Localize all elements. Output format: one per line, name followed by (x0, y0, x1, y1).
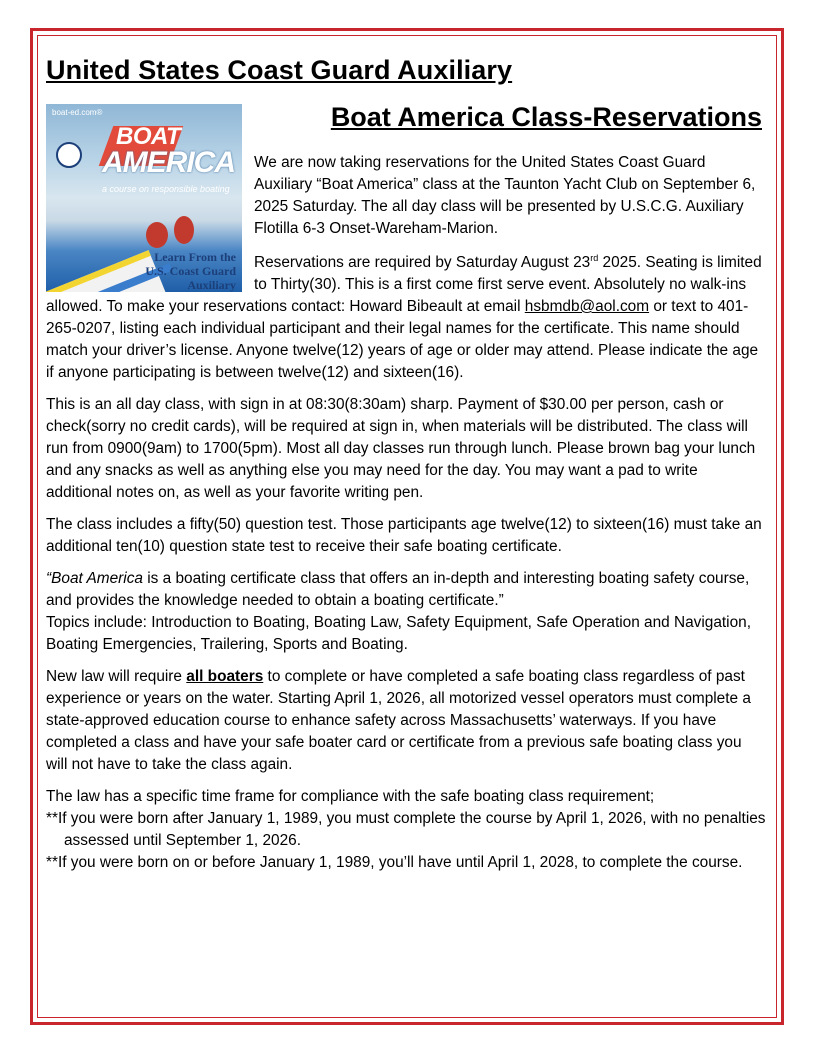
open-quote: “ (46, 570, 52, 587)
main-title: United States Coast Guard Auxiliary (46, 55, 513, 85)
cover-learn-line-1: Learn From the (154, 250, 236, 264)
paragraph-intro: We are now taking reservations for the United States Coast Guard Auxiliary “Boat America” class at the Taunton Yacht Club on September 6, 2025 Saturday. The all day class will be presented by U.S.C.G. Auxiliary Flotilla 6-3 Onset-Wareham-Marion. (254, 154, 756, 237)
cover-learn-text (145, 250, 236, 292)
paragraph-test-info: The class includes a fifty(50) question test. Those participants age twelve(12) to sixteen(16) must take an additional ten(10) question state test to receive their safe boating certificate. (46, 516, 762, 555)
sub-title: Boat America Class-Reservations (330, 102, 762, 132)
boater-figure-2 (174, 216, 194, 244)
topics-text: Topics include: Introduction to Boating, Boating Law, Safety Equipment, Safe Operation and Navigation, Boating Emergencies, Trailering, Sports and Boating. (46, 614, 751, 653)
reservation-text-a: Reservations are required by Saturday August 23 (254, 254, 591, 271)
paragraph-class-details: This is an all day class, with sign in at 08:30(8:30am) sharp. Payment of $30.00 per person, cash or check(sorry no credit cards), will be required at sign in, when materials will be distributed. The class will run from 0900(9am) to 1700(5pm). Most all day classes run through lunch. Please brown bag your lunch and any snacks as well as anything else you may need for the day. You may want a pad to write additional notes on, as well as your favorite writing pen. (46, 396, 756, 501)
flyer-content (46, 52, 766, 874)
boater-figure-1 (146, 222, 168, 248)
reservation-text-b: 2025. Seating is limited to Thirty(30). This is a first come first serve event. Absolutely no walk-ins allowed. To make your reservations contact: Howard Bibeault at email (46, 254, 762, 315)
cover-tagline: a course on responsible boating (102, 184, 230, 194)
cover-learn-line-3: Auxiliary (187, 278, 236, 292)
compliance-intro: The law has a specific time frame for compliance with the safe boating class requirement; (46, 788, 655, 805)
reservation-text-c: or text to 401-265-0207, listing each individual participant and their legal names for the certificate. This name should match your driver’s license. Anyone twelve(12) years of age or older may attend. Please indicate the age if anyone participating is between twelve(12) and sixteen(16). (46, 298, 759, 381)
boat-america-book-cover (46, 104, 242, 292)
compliance-bullet-2: **If you were born on or before January 1, 1989, you’ll have until April 1, 2028, to complete the course. (46, 854, 743, 871)
new-law-text-b: to complete or have completed a safe boating class regardless of past experience or years on the water. Starting April 1, 2026, all motorized vessel operators must complete a state-approved education course to enhance safety across Massachusetts’ waterways. If you have completed a class and have your safe boater card or certificate from a previous safe boating class you will not have to take the class again. (46, 668, 751, 773)
cover-learn-line-2: U.S. Coast Guard (145, 264, 236, 278)
all-boaters-emphasis: all boaters (186, 668, 264, 685)
paragraph-description (46, 568, 766, 656)
compliance-bullet-1: **If you were born after January 1, 1989, you must complete the course by April 1, 2026, with no penalties assessed until September 1, 2026. (46, 810, 766, 849)
date-suffix: rd (590, 252, 599, 263)
new-law-text-a: New law will require (46, 668, 187, 685)
paragraph-compliance (46, 786, 766, 874)
course-name-italic: Boat America (51, 570, 143, 587)
cover-boat-word: BOAT (116, 123, 181, 150)
contact-email-link[interactable]: hsbmdb@aol.com (524, 298, 650, 315)
cover-america-word: AMERICA (102, 146, 235, 179)
cover-site-text: boat-ed.com® (52, 108, 103, 117)
paragraph-new-law (46, 666, 766, 776)
coast-guard-seal-icon (56, 142, 82, 168)
description-text: is a boating certificate class that offers an in-depth and interesting boating safety course, and provides the knowledge needed to obtain a boating certificate.” (46, 570, 750, 609)
